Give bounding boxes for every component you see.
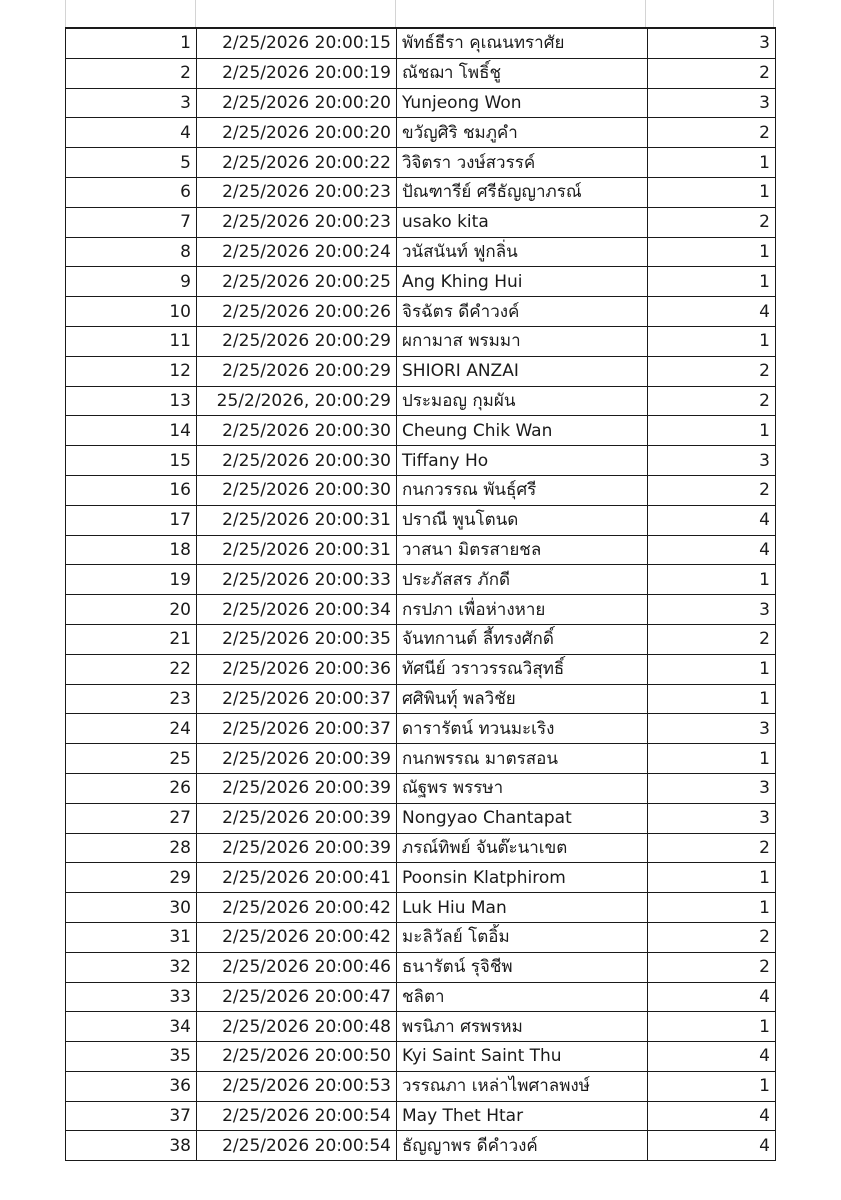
row-number-cell[interactable]: 32 [66,952,197,982]
timestamp-cell[interactable]: 2/25/2026 20:00:24 [197,237,397,267]
name-cell[interactable]: ศศิพินท์ุ พลวิชัย [397,684,648,714]
timestamp-cell[interactable]: 2/25/2026 20:00:53 [197,1071,397,1101]
timestamp-cell[interactable]: 2/25/2026 20:00:41 [197,863,397,893]
row-number-cell[interactable]: 16 [66,475,197,505]
name-cell[interactable]: กนกพรรณ มาตรสอน [397,744,648,774]
timestamp-cell[interactable]: 2/25/2026 20:00:37 [197,684,397,714]
count-cell[interactable]: 2 [648,386,776,416]
count-cell[interactable]: 4 [648,297,776,327]
count-cell[interactable]: 2 [648,833,776,863]
timestamp-cell[interactable]: 2/25/2026 20:00:20 [197,88,397,118]
count-cell[interactable]: 2 [648,475,776,505]
row-number-cell[interactable]: 14 [66,416,197,446]
table-row [66,88,776,118]
row-number-cell[interactable]: 36 [66,1071,197,1101]
name-cell[interactable]: Kyi Saint Saint Thu [397,1042,648,1072]
table-row [66,565,776,595]
sheet-gridlines [0,0,841,27]
name-cell[interactable]: usako kita [397,207,648,237]
row-number-cell[interactable]: 22 [66,654,197,684]
table-row [66,535,776,565]
timestamp-cell[interactable]: 2/25/2026 20:00:15 [197,28,397,58]
table-row [66,118,776,148]
table-row [66,1131,776,1161]
timestamp-cell[interactable]: 2/25/2026 20:00:30 [197,475,397,505]
name-cell[interactable]: กนกวรรณ พันธุ์ศรี [397,475,648,505]
count-cell[interactable]: 3 [648,28,776,58]
timestamp-cell[interactable]: 2/25/2026 20:00:47 [197,982,397,1012]
timestamp-cell[interactable]: 2/25/2026 20:00:22 [197,148,397,178]
count-cell[interactable]: 2 [648,356,776,386]
name-cell[interactable]: จันทกานต์ ลี้ทรงศักดิ์ [397,624,648,654]
table-row [66,356,776,386]
table-row [66,803,776,833]
timestamp-cell[interactable]: 2/25/2026 20:00:46 [197,952,397,982]
timestamp-cell[interactable]: 2/25/2026 20:00:19 [197,58,397,88]
name-cell[interactable]: Ang Khing Hui [397,267,648,297]
table-row [66,237,776,267]
table-row [66,177,776,207]
count-cell[interactable]: 4 [648,535,776,565]
row-number-cell[interactable]: 34 [66,1012,197,1042]
table-row [66,1071,776,1101]
timestamp-cell[interactable]: 2/25/2026 20:00:26 [197,297,397,327]
name-cell[interactable]: Nongyao Chantapat [397,803,648,833]
name-cell[interactable]: ประภัสสร ภักดี [397,565,648,595]
count-cell[interactable]: 1 [648,893,776,923]
row-number-cell[interactable]: 17 [66,505,197,535]
timestamp-cell[interactable]: 2/25/2026 20:00:29 [197,356,397,386]
row-number-cell[interactable]: 4 [66,118,197,148]
timestamp-cell[interactable]: 2/25/2026 20:00:50 [197,1042,397,1072]
name-cell[interactable]: Yunjeong Won [397,88,648,118]
row-number-cell[interactable]: 37 [66,1101,197,1131]
name-cell[interactable]: พรนิภา ศรพรหม [397,1012,648,1042]
count-cell[interactable]: 1 [648,1071,776,1101]
table-row [66,863,776,893]
row-number-cell[interactable]: 23 [66,684,197,714]
timestamp-cell[interactable]: 2/25/2026 20:00:31 [197,535,397,565]
name-cell[interactable]: วาสนา มิตรสายชล [397,535,648,565]
name-cell[interactable]: ขวัญศิริ ชมภูคำ [397,118,648,148]
table-row [66,28,776,58]
table-row [66,1101,776,1131]
count-cell[interactable]: 1 [648,177,776,207]
timestamp-cell[interactable]: 2/25/2026 20:00:42 [197,922,397,952]
row-number-cell[interactable]: 21 [66,624,197,654]
count-cell[interactable]: 2 [648,207,776,237]
name-cell[interactable]: วนัสนันท์ ฟูกลิ่น [397,237,648,267]
row-number-cell[interactable]: 1 [66,28,197,58]
timestamp-cell[interactable]: 2/25/2026 20:00:39 [197,803,397,833]
table-row [66,773,776,803]
count-cell[interactable]: 1 [648,654,776,684]
name-cell[interactable]: ชลิตา [397,982,648,1012]
timestamp-cell[interactable]: 2/25/2026 20:00:39 [197,744,397,774]
row-number-cell[interactable]: 35 [66,1042,197,1072]
timestamp-cell[interactable]: 2/25/2026 20:00:36 [197,654,397,684]
count-cell[interactable]: 1 [648,416,776,446]
table-row [66,624,776,654]
count-cell[interactable]: 4 [648,1042,776,1072]
table-row [66,446,776,476]
row-number-cell[interactable]: 28 [66,833,197,863]
timestamp-cell[interactable]: 2/25/2026 20:00:20 [197,118,397,148]
row-number-cell[interactable]: 29 [66,863,197,893]
name-cell[interactable]: ณัชฌา โพธิ์ชู [397,58,648,88]
name-cell[interactable]: วิจิตรา วงษ์สวรรค์ [397,148,648,178]
table-row [66,982,776,1012]
table-row [66,267,776,297]
count-cell[interactable]: 1 [648,565,776,595]
table-row [66,922,776,952]
timestamp-cell[interactable]: 2/25/2026 20:00:30 [197,446,397,476]
table-row [66,595,776,625]
name-cell[interactable]: ณัฐพร พรรษา [397,773,648,803]
name-cell[interactable]: Cheung Chik Wan [397,416,648,446]
row-number-cell[interactable]: 27 [66,803,197,833]
name-cell[interactable]: ทัศนีย์ วราวรรณวิสุทธิ์ [397,654,648,684]
timestamp-cell[interactable]: 2/25/2026 20:00:23 [197,177,397,207]
table-row [66,505,776,535]
row-number-cell[interactable]: 9 [66,267,197,297]
table-row [66,386,776,416]
count-cell[interactable]: 1 [648,148,776,178]
name-cell[interactable]: ธัญญาพร ดีคำวงค์ [397,1131,648,1161]
row-number-cell[interactable]: 38 [66,1131,197,1161]
count-cell[interactable]: 1 [648,1012,776,1042]
table-row [66,297,776,327]
timestamp-cell[interactable]: 2/25/2026 20:00:54 [197,1101,397,1131]
row-number-cell[interactable]: 18 [66,535,197,565]
timestamp-cell[interactable]: 2/25/2026 20:00:48 [197,1012,397,1042]
table-row [66,714,776,744]
row-number-cell[interactable]: 24 [66,714,197,744]
count-cell[interactable]: 2 [648,58,776,88]
count-cell[interactable]: 1 [648,684,776,714]
row-number-cell[interactable]: 13 [66,386,197,416]
row-number-cell[interactable]: 25 [66,744,197,774]
table-row [66,475,776,505]
name-cell[interactable]: ประมอญ กุมผัน [397,386,648,416]
row-number-cell[interactable]: 30 [66,893,197,923]
name-cell[interactable]: ภรณ์ทิพย์ จันต๊ะนาเขต [397,833,648,863]
name-cell[interactable]: ปัณฑารีย์ ศรีธัญญาภรณ์ [397,177,648,207]
row-number-cell[interactable]: 2 [66,58,197,88]
row-number-cell[interactable]: 8 [66,237,197,267]
name-cell[interactable]: ปราณี พูนโตนด [397,505,648,535]
row-number-cell[interactable]: 6 [66,177,197,207]
timestamp-cell[interactable]: 2/25/2026 20:00:39 [197,833,397,863]
row-number-cell[interactable]: 20 [66,595,197,625]
timestamp-cell[interactable]: 2/25/2026 20:00:35 [197,624,397,654]
registration-table [65,27,776,1161]
timestamp-cell[interactable]: 2/25/2026 20:00:34 [197,595,397,625]
timestamp-cell[interactable]: 2/25/2026 20:00:54 [197,1131,397,1161]
name-cell[interactable]: SHIORI ANZAI [397,356,648,386]
count-cell[interactable]: 1 [648,237,776,267]
count-cell[interactable]: 4 [648,982,776,1012]
table-row [66,1012,776,1042]
timestamp-cell[interactable]: 2/25/2026 20:00:23 [197,207,397,237]
count-cell[interactable]: 1 [648,267,776,297]
count-cell[interactable]: 2 [648,952,776,982]
table-row [66,952,776,982]
count-cell[interactable]: 4 [648,1101,776,1131]
timestamp-cell[interactable]: 2/25/2026 20:00:29 [197,326,397,356]
count-cell[interactable]: 4 [648,505,776,535]
name-cell[interactable]: Poonsin Klatphirom [397,863,648,893]
count-cell[interactable]: 1 [648,326,776,356]
count-cell[interactable]: 1 [648,863,776,893]
row-number-cell[interactable]: 19 [66,565,197,595]
count-cell[interactable]: 4 [648,1131,776,1161]
name-cell[interactable]: จิรฉัตร ดีคำวงค์ [397,297,648,327]
table-row [66,58,776,88]
row-number-cell[interactable]: 3 [66,88,197,118]
row-number-cell[interactable]: 12 [66,356,197,386]
count-cell[interactable]: 3 [648,714,776,744]
timestamp-cell[interactable]: 25/2/2026, 20:00:29 [197,386,397,416]
count-cell[interactable]: 1 [648,744,776,774]
count-cell[interactable]: 3 [648,773,776,803]
table-row [66,416,776,446]
table-row [66,744,776,774]
count-cell[interactable]: 2 [648,922,776,952]
timestamp-cell[interactable]: 2/25/2026 20:00:31 [197,505,397,535]
table-row [66,833,776,863]
timestamp-cell[interactable]: 2/25/2026 20:00:42 [197,893,397,923]
timestamp-cell[interactable]: 2/25/2026 20:00:25 [197,267,397,297]
table-row [66,684,776,714]
name-cell[interactable]: วรรณภา เหล่าไพศาลพงษ์ [397,1071,648,1101]
row-number-cell[interactable]: 15 [66,446,197,476]
row-number-cell[interactable]: 10 [66,297,197,327]
count-cell[interactable]: 2 [648,624,776,654]
row-number-cell[interactable]: 31 [66,922,197,952]
count-cell[interactable]: 3 [648,446,776,476]
table-row [66,207,776,237]
name-cell[interactable]: พัทธ์ธีรา คุเณนทราศัย [397,28,648,58]
timestamp-cell[interactable]: 2/25/2026 20:00:30 [197,416,397,446]
row-number-cell[interactable]: 5 [66,148,197,178]
name-cell[interactable]: Luk Hiu Man [397,893,648,923]
table-row [66,893,776,923]
row-number-cell[interactable]: 11 [66,326,197,356]
table-row [66,1042,776,1072]
row-number-cell[interactable]: 33 [66,982,197,1012]
timestamp-cell[interactable]: 2/25/2026 20:00:33 [197,565,397,595]
row-number-cell[interactable]: 26 [66,773,197,803]
count-cell[interactable]: 3 [648,595,776,625]
count-cell[interactable]: 2 [648,118,776,148]
name-cell[interactable]: มะลิวัลย์ โตอิ้ม [397,922,648,952]
name-cell[interactable]: ผกามาส พรมมา [397,326,648,356]
table-row [66,654,776,684]
count-cell[interactable]: 3 [648,88,776,118]
table-row [66,326,776,356]
table-row [66,148,776,178]
row-number-cell[interactable]: 7 [66,207,197,237]
name-cell[interactable]: กรปภา เพื่อห่างหาย [397,595,648,625]
name-cell[interactable]: ดารารัตน์ ทวนมะเริง [397,714,648,744]
name-cell[interactable]: Tiffany Ho [397,446,648,476]
count-cell[interactable]: 3 [648,803,776,833]
timestamp-cell[interactable]: 2/25/2026 20:00:39 [197,773,397,803]
timestamp-cell[interactable]: 2/25/2026 20:00:37 [197,714,397,744]
name-cell[interactable]: May Thet Htar [397,1101,648,1131]
name-cell[interactable]: ธนารัตน์ รุจิชีพ [397,952,648,982]
